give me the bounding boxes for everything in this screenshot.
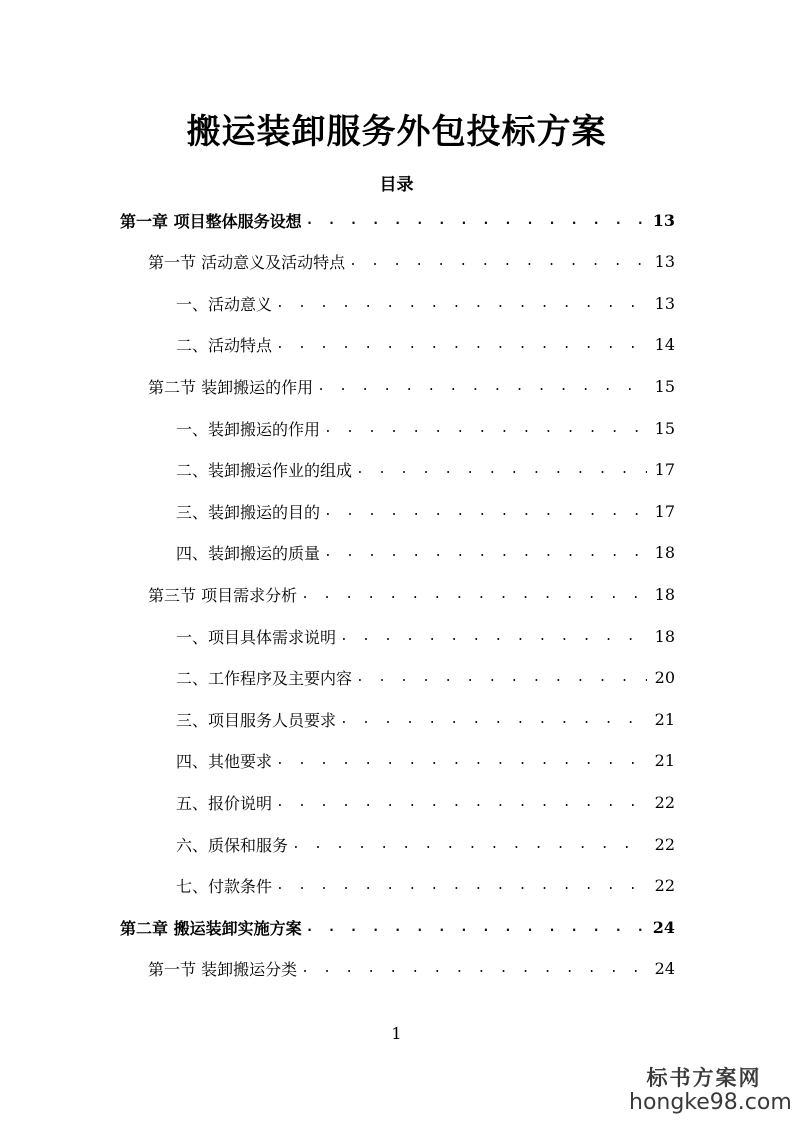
toc-entry[interactable] xyxy=(176,616,675,656)
dot-leader xyxy=(301,961,647,976)
toc-entry-page: 22 xyxy=(654,834,675,854)
toc-entry-page: 13 xyxy=(654,293,675,313)
dot-leader xyxy=(276,296,647,311)
toc-entry-label: 三、装卸搬运的目的 xyxy=(176,502,321,522)
toc-entry[interactable] xyxy=(176,325,675,365)
toc-entry-label: 三、项目服务人员要求 xyxy=(176,710,337,730)
dot-leader xyxy=(276,795,647,810)
dot-leader xyxy=(356,462,647,477)
toc-entry-page: 24 xyxy=(652,917,675,937)
toc-entry-label: 第二节 装卸搬运的作用 xyxy=(148,377,314,397)
toc-entry-label: 第一章 项目整体服务设想 xyxy=(120,211,302,231)
dot-leader xyxy=(276,878,647,893)
toc-entry-label: 一、活动意义 xyxy=(176,294,273,314)
toc-entry[interactable] xyxy=(176,824,675,864)
toc-heading: 目录 xyxy=(379,175,414,195)
toc-entry[interactable] xyxy=(176,699,675,739)
toc-entry[interactable] xyxy=(120,200,675,240)
toc-entry[interactable] xyxy=(148,574,675,614)
watermark-url: hongke98.com xyxy=(629,1090,792,1115)
toc-entry-page: 13 xyxy=(654,252,675,272)
toc-entry[interactable] xyxy=(176,782,675,822)
toc-entry-label: 第三节 项目需求分析 xyxy=(148,585,298,605)
dot-leader xyxy=(276,337,647,352)
toc-entry-label: 二、工作程序及主要内容 xyxy=(176,669,353,689)
toc-entry-page: 17 xyxy=(654,501,675,521)
toc-entry[interactable] xyxy=(148,366,675,406)
dot-leader xyxy=(276,753,647,768)
toc-entry-label: 第二章 搬运装卸实施方案 xyxy=(120,918,302,938)
dot-leader xyxy=(349,254,647,269)
dot-leader xyxy=(356,670,647,685)
toc-entry[interactable] xyxy=(176,408,675,448)
toc-entry[interactable] xyxy=(176,866,675,906)
dot-leader xyxy=(301,587,647,602)
toc-entry-page: 22 xyxy=(654,876,675,896)
toc-entry-page: 13 xyxy=(652,210,675,230)
dot-leader xyxy=(306,213,647,228)
toc-entry-label: 一、装卸搬运的作用 xyxy=(176,419,321,439)
toc-entry-label: 六、质保和服务 xyxy=(176,835,289,855)
toc-entry[interactable] xyxy=(176,450,675,490)
dot-leader xyxy=(324,545,647,560)
toc-entry-page: 14 xyxy=(654,335,675,355)
toc-entry[interactable] xyxy=(120,907,675,947)
toc-entry-page: 21 xyxy=(654,751,675,771)
dot-leader xyxy=(324,504,647,519)
toc-entry-label: 四、装卸搬运的质量 xyxy=(176,544,321,564)
toc-entry-page: 24 xyxy=(654,959,675,979)
toc-entry-label: 二、装卸搬运作业的组成 xyxy=(176,461,353,481)
toc-entry[interactable] xyxy=(176,491,675,531)
toc-entry[interactable] xyxy=(176,658,675,698)
toc-entry-page: 22 xyxy=(654,792,675,812)
document-title: 搬运装卸服务外包投标方案 xyxy=(186,112,607,152)
toc-entry-label: 二、活动特点 xyxy=(176,336,273,356)
dot-leader xyxy=(340,712,647,727)
dot-leader xyxy=(324,421,647,436)
toc-entry-page: 21 xyxy=(654,709,675,729)
toc-entry-label: 五、报价说明 xyxy=(176,793,273,813)
page-number: 1 xyxy=(391,1024,402,1043)
toc-entry-page: 18 xyxy=(654,626,675,646)
watermark-logo xyxy=(629,1065,792,1116)
toc-entry-label: 第一节 装卸搬运分类 xyxy=(148,960,298,980)
dot-leader xyxy=(340,629,647,644)
toc-entry-page: 18 xyxy=(654,584,675,604)
dot-leader xyxy=(292,837,647,852)
toc-entry[interactable] xyxy=(176,533,675,573)
dot-leader xyxy=(306,920,647,935)
toc-entry-page: 15 xyxy=(654,418,675,438)
dot-leader xyxy=(317,379,647,394)
toc-entry-page: 17 xyxy=(654,460,675,480)
toc-entry-label: 四、其他要求 xyxy=(176,752,273,772)
toc-entry-label: 七、付款条件 xyxy=(176,877,273,897)
toc-entry[interactable] xyxy=(176,283,675,323)
toc-entry-label: 一、项目具体需求说明 xyxy=(176,627,337,647)
toc-entry-label: 第一节 活动意义及活动特点 xyxy=(148,253,346,273)
toc-entry[interactable] xyxy=(148,242,675,282)
toc-entry-page: 18 xyxy=(654,543,675,563)
toc-entry[interactable] xyxy=(148,949,675,989)
toc-entry[interactable] xyxy=(176,741,675,781)
toc-entry-page: 15 xyxy=(654,376,675,396)
toc-entry-page: 20 xyxy=(654,668,675,688)
watermark-cn-text: 标书方案网 xyxy=(646,1065,762,1090)
